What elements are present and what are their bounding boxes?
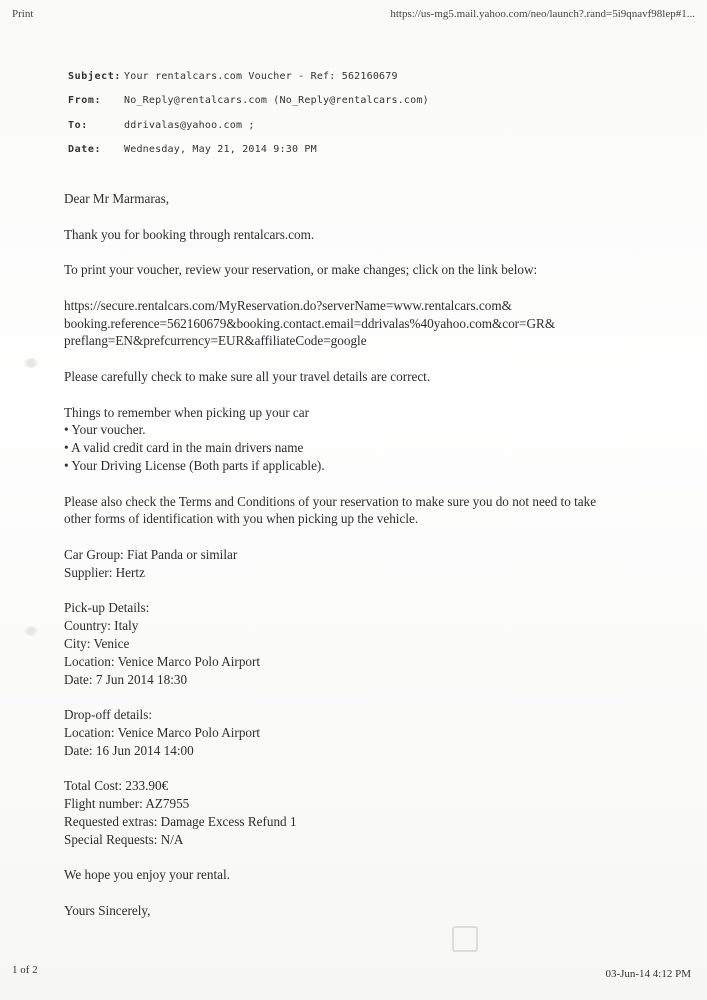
to-label: To: (68, 119, 88, 131)
signoff-text: Yours Sincerely, (64, 902, 151, 918)
print-label: Print (12, 8, 34, 20)
punch-hole-mark (24, 358, 38, 368)
dropoff-date: Date: 16 Jun 2014 14:00 (64, 742, 194, 758)
pickup-city: City: Venice (64, 635, 130, 651)
terms-line-1: Please also check the Terms and Conditions of your reservation to make sure you do not need to take (64, 493, 597, 509)
page-number: 1 of 2 (12, 964, 38, 976)
pickup-location: Location: Venice Marco Polo Airport (64, 653, 261, 669)
reservation-link-line-1[interactable]: https://secure.rentalcars.com/MyReservation.do?serverName=www.rentalcars.com& (64, 297, 512, 313)
reservation-link-line-3[interactable]: preflang=EN&prefcurrency=EUR&affiliateCode=google (64, 333, 367, 349)
greeting: Dear Mr Marmaras, (64, 191, 170, 206)
print-url: https://us-mg5.mail.yahoo.com/neo/launch?.rand=5i9qnavf98lep#1... (390, 8, 695, 20)
subject-row (68, 64, 668, 89)
requested-extras: Requested extras: Damage Excess Refund 1 (64, 813, 297, 829)
special-requests: Special Requests: N/A (64, 831, 184, 847)
dropoff-location: Location: Venice Marco Polo Airport (64, 724, 261, 740)
to-value: ddrivalas@yahoo.com ; (124, 119, 255, 131)
date-row (68, 138, 668, 163)
email-body (64, 190, 654, 920)
from-value: No_Reply@rentalcars.com (No_Reply@rentalcars.com) (124, 95, 429, 107)
subject-label: Subject: (68, 70, 121, 82)
print-timestamp: 03-Jun-14 4:12 PM (605, 968, 691, 980)
pickup-country: Country: Italy (64, 618, 139, 634)
subject-value: Your rentalcars.com Voucher - Ref: 562160679 (124, 70, 398, 82)
pickup-heading: Pick-up Details: (64, 600, 150, 616)
pickup-date: Date: 7 Jun 2014 18:30 (64, 671, 188, 687)
thanks-text: Thank you for booking through rentalcars.com. (64, 226, 315, 242)
remember-item-voucher: • Your voucher. (64, 422, 146, 438)
punch-hole-mark (24, 626, 38, 636)
closing-text: We hope you enjoy your rental. (64, 867, 230, 883)
check-details-text: Please carefully check to make sure all your travel details are correct. (64, 368, 431, 384)
date-value: Wednesday, May 21, 2014 9:30 PM (124, 144, 317, 156)
total-cost: Total Cost: 233.90€ (64, 778, 169, 794)
from-label: From: (68, 95, 102, 107)
to-row (68, 113, 668, 138)
instructions-text: To print your voucher, review your reservation, or make changes; click on the link below: (64, 262, 538, 278)
watermark (452, 926, 478, 952)
supplier: Supplier: Hertz (64, 564, 145, 580)
remember-heading: Things to remember when picking up your car (64, 404, 309, 420)
watermark-logo-icon (452, 926, 478, 952)
remember-item-credit-card: • A valid credit card in the main drivers name (64, 440, 304, 456)
dropoff-heading: Drop-off details: (64, 707, 153, 723)
car-group: Car Group: Fiat Panda or similar (64, 546, 238, 562)
from-row (68, 89, 668, 114)
email-headers (68, 64, 668, 162)
reservation-link-line-2[interactable]: booking.reference=562160679&booking.contact.email=ddrivalas%40yahoo.com&cor=GR& (64, 315, 556, 331)
date-label: Date: (68, 144, 102, 156)
remember-item-license: • Your Driving License (Both parts if applicable). (64, 457, 325, 473)
terms-line-2: other forms of identification with you when picking up the vehicle. (64, 511, 419, 527)
flight-number: Flight number: AZ7955 (64, 796, 190, 812)
